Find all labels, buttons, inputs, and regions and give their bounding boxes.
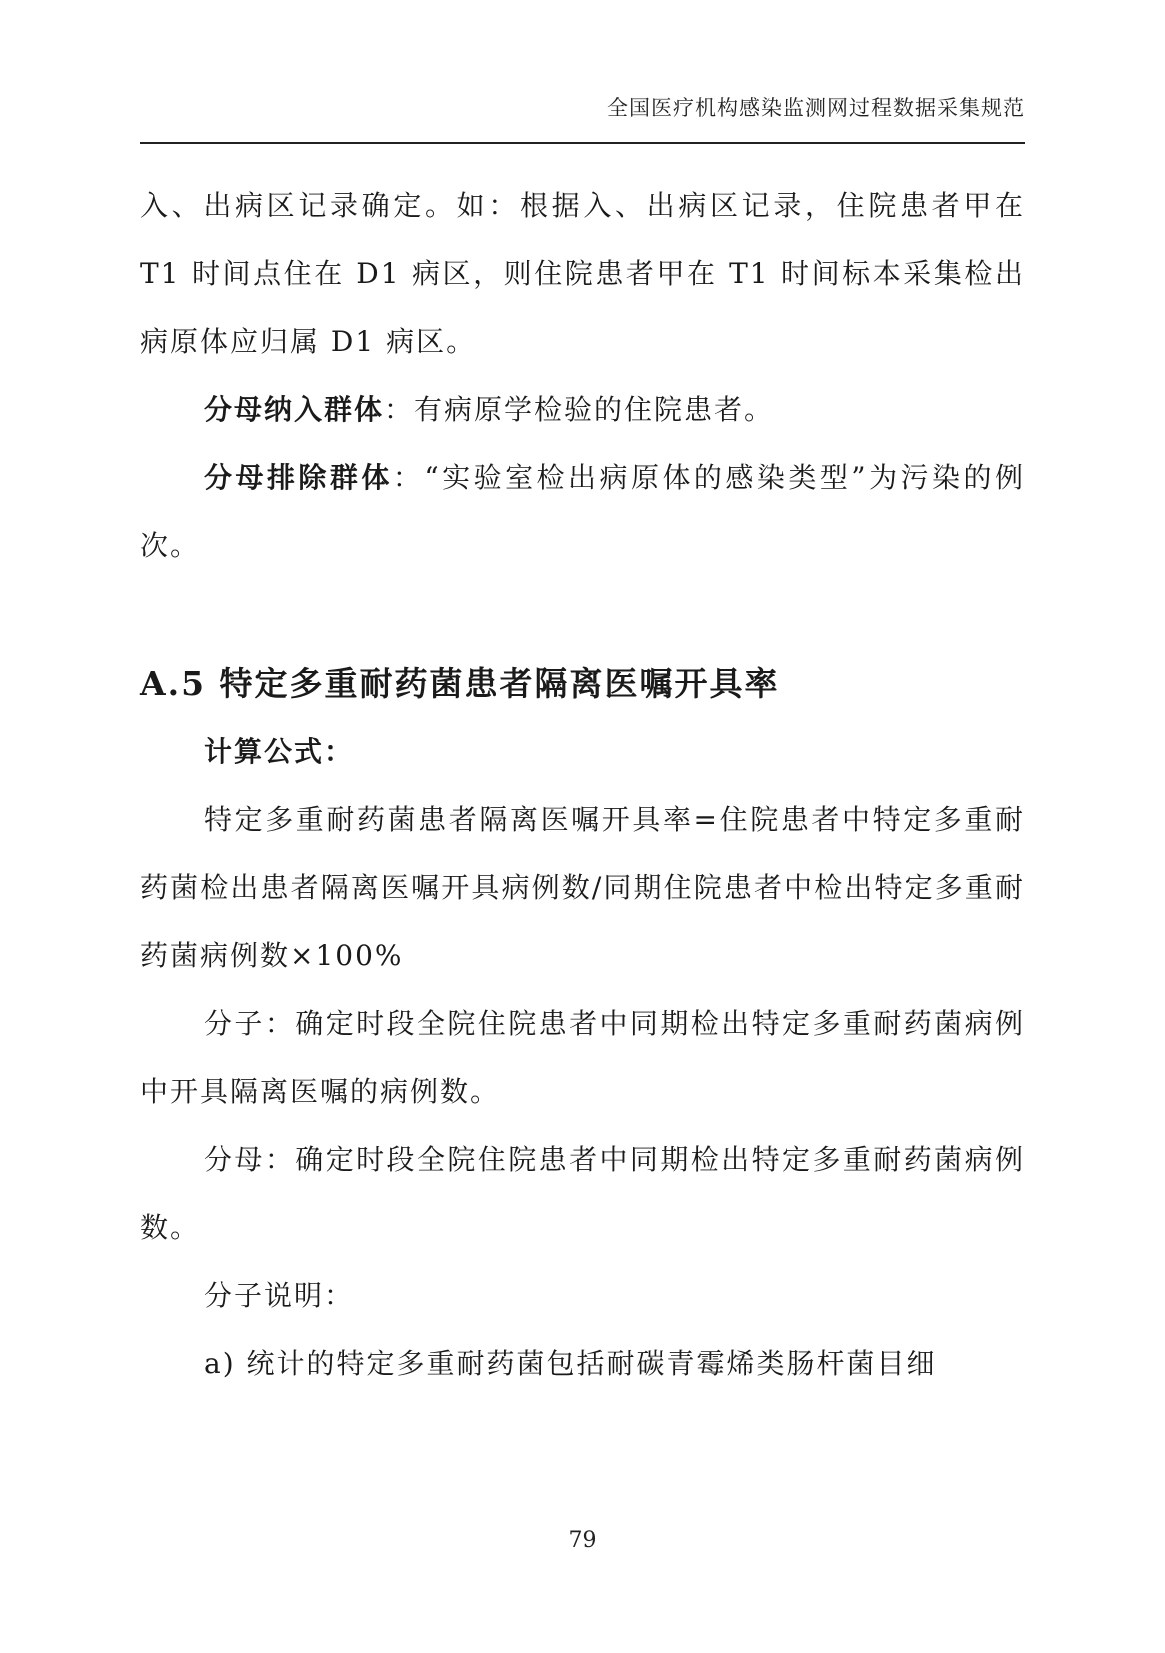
- paragraph-denominator-exclude: [140, 444, 1025, 580]
- paragraph-ward-attribution: 入、出病区记录确定。如：根据入、出病区记录，住院患者甲在 T1 时间点住在 D1 病区，则住院患者甲在 T1 时间标本采集检出病原体应归属 D1 病区。: [140, 189, 1025, 358]
- paragraph-denominator-include: [140, 376, 1025, 444]
- paragraph-formula: 特定多重耐药菌患者隔离医嘱开具率=住院患者中特定多重耐药菌检出患者隔离医嘱开具病例数/同期住院患者中检出特定多重耐药菌病例数×100%: [140, 803, 1025, 972]
- page-number: 79: [568, 1528, 597, 1553]
- list-item-a: a) 统计的特定多重耐药菌包括耐碳青霉烯类肠杆菌目细: [204, 1347, 937, 1380]
- running-header-title: 全国医疗机构感染监测网过程数据采集规范: [607, 96, 1025, 120]
- denominator-exclude-label: 分母排除群体: [204, 461, 393, 494]
- numerator-note-label: 分子说明：: [204, 1279, 355, 1312]
- header-rule: [140, 142, 1025, 144]
- page-body: [140, 172, 1025, 1398]
- denominator-include-text: ：有病原学检验的住院患者。: [384, 393, 775, 426]
- denominator-include-label: 分母纳入群体: [204, 393, 385, 426]
- section-heading-a5: A.5 特定多重耐药菌患者隔离医嘱开具率: [140, 664, 780, 703]
- formula-label: 计算公式：: [204, 735, 355, 768]
- paragraph-numerator: 分子：确定时段全院住院患者中同期检出特定多重耐药菌病例中开具隔离医嘱的病例数。: [140, 1007, 1025, 1108]
- paragraph-denominator: 分母：确定时段全院住院患者中同期检出特定多重耐药菌病例数。: [140, 1143, 1025, 1244]
- section-gap: [140, 580, 1025, 650]
- denominator-exclude-text: ：“实验室检出病原体的感染类型”为污染的例次。: [140, 461, 1025, 562]
